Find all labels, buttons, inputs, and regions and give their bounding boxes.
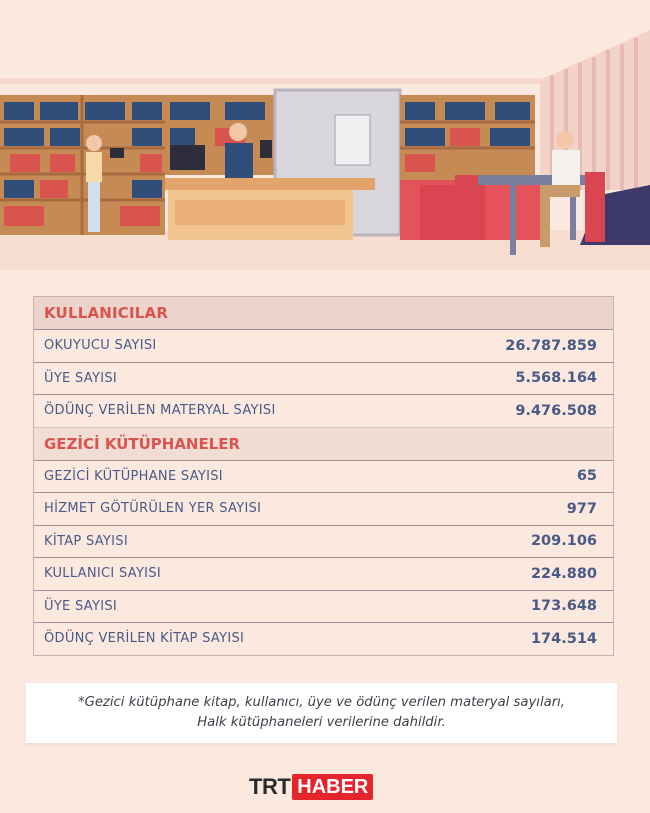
row-value: 65 <box>576 468 597 485</box>
row-label: HİZMET GÖTÜRÜLEN YER SAYISI <box>44 501 262 517</box>
table-row <box>34 622 613 655</box>
row-label: ÜYE SAYISI <box>44 598 118 614</box>
row-value: 174.514 <box>530 630 597 647</box>
logo-haber: HABER <box>292 774 373 800</box>
row-value: 5.568.164 <box>515 370 597 387</box>
section-header-users <box>34 297 613 329</box>
footnote <box>26 683 617 743</box>
row-label: ÖDÜNÇ VERİLEN KİTAP SAYISI <box>44 631 245 647</box>
table-row <box>34 525 613 558</box>
bookshelf-left <box>0 95 165 235</box>
row-label: ÖDÜNÇ VERİLEN MATERYAL SAYISI <box>44 403 276 419</box>
footnote-line-2: Halk kütüphaneleri verilerine dahildir. <box>197 715 446 730</box>
table-row <box>34 329 613 362</box>
row-value: 224.880 <box>530 565 597 582</box>
footnote-line-1: *Gezici kütüphane kitap, kullanıcı, üye ve ödünç verilen materyal sayıları, <box>78 695 565 710</box>
row-label: KULLANICI SAYISI <box>44 566 162 582</box>
table-row <box>34 492 613 525</box>
row-label: KİTAP SAYISI <box>44 533 128 549</box>
row-label: ÜYE SAYISI <box>44 370 118 386</box>
row-label: GEZİCİ KÜTÜPHANE SAYISI <box>44 468 223 484</box>
row-value: 9.476.508 <box>515 402 597 419</box>
section-title: GEZİCİ KÜTÜPHANELER <box>44 434 241 453</box>
section-header-mobile-libraries <box>34 427 613 460</box>
table-row <box>34 557 613 590</box>
row-value: 173.648 <box>530 598 597 615</box>
library-illustration <box>0 0 650 270</box>
trt-haber-logo <box>249 774 373 800</box>
row-label: OKUYUCU SAYISI <box>44 338 157 354</box>
logo-trt: TRT <box>249 774 291 799</box>
row-value: 209.106 <box>530 533 597 550</box>
section-title: KULLANICILAR <box>44 304 169 322</box>
table-row <box>34 590 613 623</box>
row-value: 977 <box>566 500 597 517</box>
table-row <box>34 394 613 427</box>
table-row <box>34 460 613 493</box>
row-value: 26.787.859 <box>505 337 597 354</box>
stats-table <box>33 296 614 656</box>
table-row <box>34 362 613 395</box>
